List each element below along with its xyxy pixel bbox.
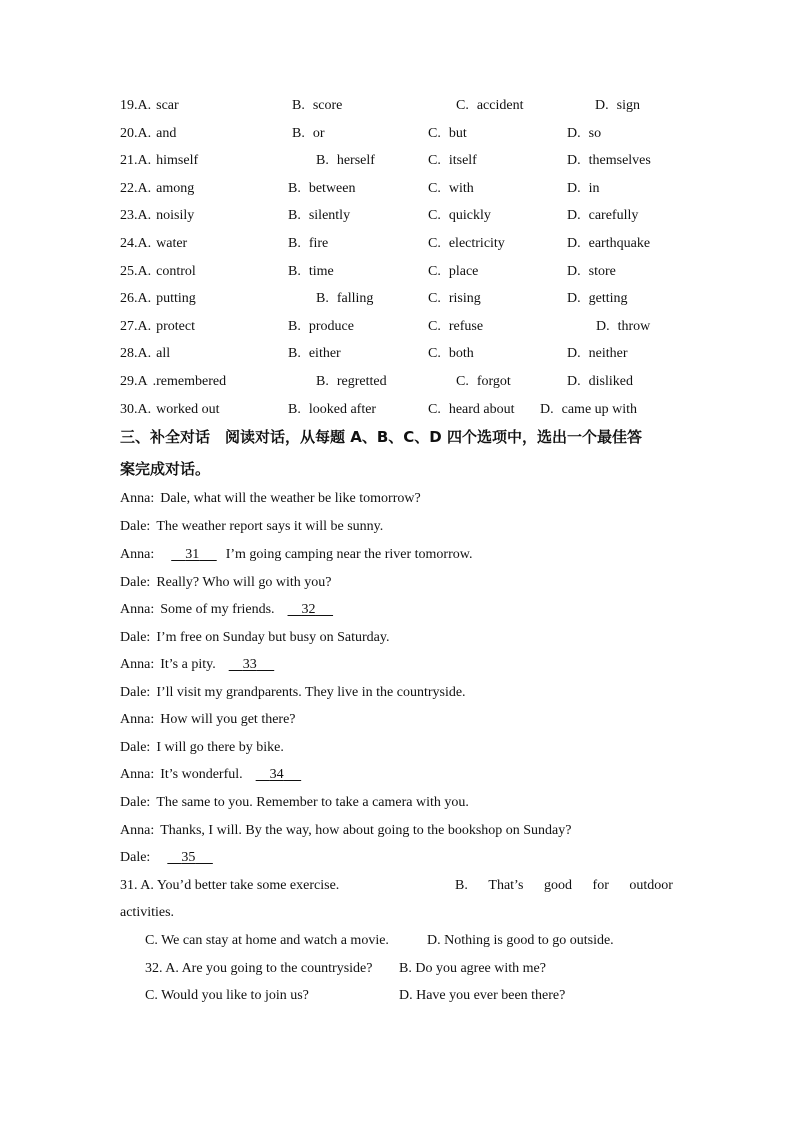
option-letter: D.	[567, 126, 581, 141]
option-text: earthquake	[588, 236, 651, 251]
option-letter: C.	[456, 374, 469, 389]
option-text: protect	[156, 319, 195, 334]
mc-item-26-option-d	[567, 290, 628, 308]
mc-item-29-option-b	[316, 373, 387, 391]
speaker-label: Anna:	[120, 823, 155, 838]
question-number: 23.	[120, 208, 138, 223]
option-text: both	[448, 346, 474, 361]
mc-item-21-option-b	[316, 152, 375, 170]
blank-number: 35	[181, 850, 196, 865]
mc-item-25-option-c	[428, 263, 478, 281]
dialogue-line	[120, 490, 421, 508]
mc-item-30-option-c	[428, 401, 515, 419]
q31-b-part: B.	[455, 878, 468, 893]
mc-item-19-option-b	[292, 97, 342, 115]
option-text: neither	[588, 346, 628, 361]
option-text: in	[588, 181, 600, 196]
option-text: heard about	[448, 402, 515, 417]
q32-option-b: B. Do you agree with me?	[399, 961, 546, 976]
mc-item-25-option-a	[120, 263, 196, 281]
option-letter: D.	[567, 236, 581, 251]
option-letter: A.	[137, 153, 152, 168]
option-letter: C.	[456, 98, 469, 113]
blank-number: 33	[242, 657, 257, 672]
question-number: 24.	[120, 236, 138, 251]
question-number: 21.	[120, 153, 138, 168]
option-text: or	[312, 126, 325, 141]
option-text: fire	[308, 236, 329, 251]
option-text: either	[308, 346, 341, 361]
dialogue-line	[120, 656, 283, 674]
option-text: electricity	[448, 236, 505, 251]
dialogue-text: Really? Who will go with you?	[156, 575, 332, 590]
dialogue-text: Some of my friends.	[160, 602, 275, 617]
dialogue-text: The same to you. Remember to take a camera with you.	[156, 795, 469, 810]
option-text: produce	[308, 319, 354, 334]
dialogue-line	[120, 601, 342, 619]
option-letter: A.	[137, 181, 152, 196]
mc-item-28-option-d	[567, 345, 628, 363]
mc-item-24-option-a	[120, 235, 187, 253]
option-text: time	[308, 264, 334, 279]
speaker-label: Dale:	[120, 575, 151, 590]
q31-option-a: 31. A. You’d better take some exercise.	[120, 878, 340, 893]
mc-item-24-option-d	[567, 235, 650, 253]
option-letter: C.	[428, 402, 441, 417]
option-letter: D.	[567, 181, 581, 196]
option-letter: A	[137, 374, 148, 389]
mc-item-23-option-d	[567, 207, 638, 225]
mc-item-25-option-b	[288, 263, 334, 281]
mc-item-26-option-b	[316, 290, 373, 308]
option-text: accident	[476, 98, 524, 113]
q32-option-a: 32. A. Are you going to the countryside?	[145, 961, 373, 976]
q31-b-part: good	[543, 878, 572, 893]
option-text: scar	[156, 98, 179, 113]
speaker-label: Dale:	[120, 850, 151, 865]
option-text: and	[156, 126, 177, 141]
blank-number: 34	[269, 767, 284, 782]
option-letter: D.	[540, 402, 554, 417]
speaker-label: Anna:	[120, 767, 155, 782]
mc-item-29-option-c	[456, 373, 511, 391]
option-letter: D.	[567, 374, 581, 389]
option-letter: B.	[292, 126, 305, 141]
option-text: place	[448, 264, 479, 279]
option-letter: A.	[137, 208, 152, 223]
question-number: 25.	[120, 264, 138, 279]
option-letter: C.	[428, 319, 441, 334]
q31-option-b-continued: activities.	[120, 905, 175, 920]
option-letter: C.	[428, 181, 441, 196]
mc-item-24-option-c	[428, 235, 505, 253]
option-text: sign	[616, 98, 640, 113]
q32-option-c: C. Would you like to join us?	[145, 988, 309, 1003]
mc-item-29-option-a	[120, 373, 226, 391]
option-letter: B.	[288, 236, 301, 251]
option-text: refuse	[448, 319, 484, 334]
dialogue-line	[120, 546, 472, 564]
mc-item-20-option-c	[428, 125, 467, 143]
q31-option-c: C. We can stay at home and watch a movie.	[145, 933, 389, 948]
speaker-label: Dale:	[120, 795, 151, 810]
answer-blank	[164, 849, 216, 867]
dialogue-text: The weather report says it will be sunny.	[156, 519, 384, 534]
q32-option-d: D. Have you ever been there?	[399, 988, 566, 1003]
dialogue-line	[120, 739, 284, 757]
option-text: with	[448, 181, 474, 196]
option-letter: A.	[137, 126, 152, 141]
dialogue-text: I will go there by bike.	[156, 740, 284, 755]
speaker-label: Anna:	[120, 547, 155, 562]
option-letter: B.	[288, 402, 301, 417]
mc-item-27-option-a	[120, 318, 195, 336]
mc-item-22-option-c	[428, 180, 474, 198]
q31-b-part: outdoor	[629, 878, 673, 893]
mc-item-20-option-d	[567, 125, 601, 143]
mc-item-27-option-c	[428, 318, 483, 336]
mc-item-22-option-b	[288, 180, 356, 198]
option-letter: A.	[137, 236, 152, 251]
dialogue-text: I’ll visit my grandparents. They live in the countryside.	[156, 685, 466, 700]
section-3-title-line1: 三、补全对话 阅读对话，从每题 A、B、C、D 四个选项中，选出一个最佳答	[120, 428, 642, 446]
mc-item-23-option-b	[288, 207, 350, 225]
option-text: itself	[448, 153, 477, 168]
option-letter: D.	[567, 291, 581, 306]
mc-item-26-option-c	[428, 290, 481, 308]
mc-item-27-option-d	[596, 318, 650, 336]
option-letter: D.	[567, 153, 581, 168]
question-number: 29.	[120, 374, 138, 389]
option-letter: D.	[567, 264, 581, 279]
answer-blank	[168, 546, 220, 564]
q31-option-d: D. Nothing is good to go outside.	[427, 933, 614, 948]
option-letter: D.	[595, 98, 609, 113]
mc-item-22-option-a	[120, 180, 194, 198]
option-text: between	[308, 181, 356, 196]
dialogue-text: Dale, what will the weather be like tomorrow?	[160, 491, 421, 506]
option-letter: D.	[567, 346, 581, 361]
option-text: putting	[156, 291, 196, 306]
answer-blank	[253, 766, 305, 784]
mc-item-26-option-a	[120, 290, 196, 308]
q31-option-b	[455, 877, 673, 895]
option-text: all	[156, 346, 171, 361]
section-3-title-line2: 案完成对话。	[120, 460, 211, 478]
option-letter: B.	[288, 264, 301, 279]
mc-item-20-option-b	[292, 125, 325, 143]
mc-item-20-option-a	[120, 125, 176, 143]
dialogue-text: It’s a pity.	[160, 657, 216, 672]
mc-item-30-option-d	[540, 401, 637, 419]
dialogue-text: How will you get there?	[160, 712, 296, 727]
mc-item-22-option-d	[567, 180, 600, 198]
mc-item-24-option-b	[288, 235, 328, 253]
dialogue-line	[120, 849, 222, 867]
option-letter: B.	[288, 319, 301, 334]
option-letter: A.	[137, 264, 152, 279]
mc-item-30-option-b	[288, 401, 376, 419]
speaker-label: Anna:	[120, 712, 155, 727]
option-text: forgot	[476, 374, 511, 389]
q31-b-part: for	[592, 878, 609, 893]
option-letter: D.	[596, 319, 610, 334]
option-text: falling	[336, 291, 374, 306]
option-text: regretted	[336, 374, 387, 389]
question-number: 26.	[120, 291, 138, 306]
option-text: but	[448, 126, 467, 141]
dialogue-line	[120, 794, 469, 812]
option-letter: A.	[137, 402, 152, 417]
option-text: came up with	[561, 402, 638, 417]
option-text: among	[156, 181, 195, 196]
option-letter: B.	[316, 291, 329, 306]
mc-item-21-option-d	[567, 152, 651, 170]
option-letter: B.	[292, 98, 305, 113]
question-number: 19.	[120, 98, 138, 113]
dialogue-line	[120, 766, 310, 784]
option-letter: A.	[137, 291, 152, 306]
option-letter: C.	[428, 153, 441, 168]
option-letter: C.	[428, 208, 441, 223]
answer-blank	[285, 601, 337, 619]
dialogue-line	[120, 684, 466, 702]
question-number: 27.	[120, 319, 138, 334]
question-number: 30.	[120, 402, 138, 417]
option-text: rising	[448, 291, 481, 306]
option-letter: C.	[428, 236, 441, 251]
dialogue-line	[120, 574, 331, 592]
option-text: themselves	[588, 153, 651, 168]
option-text: quickly	[448, 208, 491, 223]
answer-blank	[226, 656, 278, 674]
mc-item-28-option-a	[120, 345, 170, 363]
option-text: carefully	[588, 208, 639, 223]
option-text: store	[588, 264, 616, 279]
mc-item-19-option-c	[456, 97, 523, 115]
option-text: noisily	[156, 208, 195, 223]
dialogue-text: I’m free on Sunday but busy on Saturday.	[156, 630, 390, 645]
speaker-label: Dale:	[120, 519, 151, 534]
option-text: himself	[156, 153, 199, 168]
dialogue-line	[120, 518, 383, 536]
option-text: water	[156, 236, 188, 251]
option-text: looked after	[308, 402, 377, 417]
option-text: throw	[617, 319, 651, 334]
option-letter: C.	[428, 291, 441, 306]
mc-item-28-option-b	[288, 345, 341, 363]
option-text: control	[156, 264, 196, 279]
blank-number: 32	[301, 602, 316, 617]
mc-item-19-option-a	[120, 97, 179, 115]
question-number: 22.	[120, 181, 138, 196]
option-text: so	[588, 126, 602, 141]
dialogue-line	[120, 822, 572, 840]
dialogue-text: Thanks, I will. By the way, how about going to the bookshop on Sunday?	[160, 823, 572, 838]
q31-b-part: That’s	[488, 878, 524, 893]
mc-item-30-option-a	[120, 401, 220, 419]
mc-item-25-option-d	[567, 263, 616, 281]
option-text: disliked	[588, 374, 633, 389]
dialogue-text: It’s wonderful.	[160, 767, 243, 782]
mc-item-21-option-c	[428, 152, 477, 170]
option-text: herself	[336, 153, 375, 168]
question-number: 20.	[120, 126, 138, 141]
speaker-label: Anna:	[120, 602, 155, 617]
option-text: worked out	[156, 402, 220, 417]
option-letter: A.	[137, 319, 152, 334]
option-text: getting	[588, 291, 628, 306]
speaker-label: Dale:	[120, 685, 151, 700]
option-text: score	[312, 98, 343, 113]
mc-item-23-option-a	[120, 207, 194, 225]
option-text: silently	[308, 208, 351, 223]
mc-item-28-option-c	[428, 345, 474, 363]
option-letter: B.	[288, 208, 301, 223]
option-letter: A.	[137, 346, 152, 361]
dialogue-text: I’m going camping near the river tomorrow.	[225, 547, 473, 562]
speaker-label: Anna:	[120, 657, 155, 672]
mc-item-29-option-d	[567, 373, 633, 391]
speaker-label: Anna:	[120, 491, 155, 506]
option-letter: B.	[288, 346, 301, 361]
speaker-label: Dale:	[120, 740, 151, 755]
option-letter: A.	[137, 98, 152, 113]
mc-item-27-option-b	[288, 318, 354, 336]
mc-item-19-option-d	[595, 97, 640, 115]
option-letter: C.	[428, 346, 441, 361]
question-number: 28.	[120, 346, 138, 361]
option-letter: B.	[316, 374, 329, 389]
mc-item-21-option-a	[120, 152, 198, 170]
option-letter: C.	[428, 264, 441, 279]
speaker-label: Dale:	[120, 630, 151, 645]
option-letter: C.	[428, 126, 441, 141]
blank-number: 31	[185, 547, 200, 562]
option-letter: B.	[316, 153, 329, 168]
option-text: .remembered	[152, 374, 227, 389]
mc-item-23-option-c	[428, 207, 491, 225]
option-letter: B.	[288, 181, 301, 196]
option-letter: D.	[567, 208, 581, 223]
dialogue-line	[120, 629, 390, 647]
dialogue-line	[120, 711, 296, 729]
